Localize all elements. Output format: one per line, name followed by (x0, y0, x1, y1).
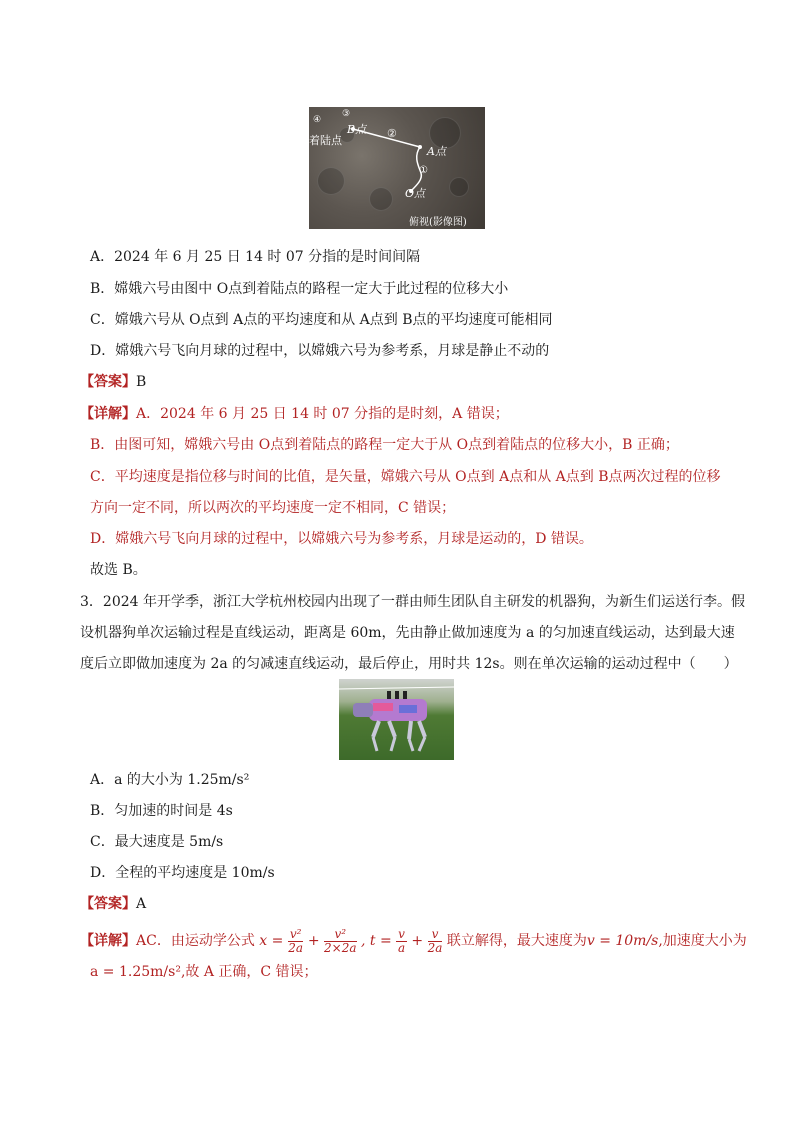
q2-option-b: B．嫦娥六号由图中 O点到着陆点的路程一定大于此过程的位移大小 (90, 281, 509, 297)
label-O: O点 (405, 187, 426, 200)
q2-detail-line-1 (80, 404, 509, 424)
label-n1: ① (419, 165, 428, 176)
figure-caption: 俯视(影像图) (409, 217, 467, 228)
q2-conclusion: 故选 B。 (90, 562, 147, 578)
fraction-v-over-a: $\frac{v}{a}$ (397, 926, 406, 955)
q3-detail-line-2: a = 1.25m/s²,故 A 正确，C 错误； (90, 964, 318, 980)
detail-tag: 【详解】 (80, 406, 136, 422)
q2-detail-line-2: B．由图可知，嫦娥六号由 O点到着陆点的路程一定大于从 O点到着陆点的位移大小，B 正确； (90, 437, 679, 453)
formula-t-eq: , t = (360, 933, 392, 949)
label-A: A点 (427, 145, 446, 158)
label-landing-point: 着陆点 (309, 134, 342, 147)
moon-landing-figure (309, 107, 485, 229)
label-B: B点 (347, 123, 367, 136)
q2-option-c: C．嫦娥六号从 O点到 A点的平均速度和从 A点到 B点的平均速度可能相同 (90, 312, 553, 328)
trajectory-path (309, 107, 485, 229)
q3-option-b: B．匀加速的时间是 4s (90, 803, 233, 819)
q3-detail-line-1 (80, 926, 747, 956)
answer-tag: 【答案】 (80, 374, 136, 390)
robot-dog-illustration (339, 679, 454, 760)
formula-x-eq: x = (259, 933, 284, 949)
detail-tag: 【详解】 (80, 933, 136, 949)
fraction-v2-over-4a: $\frac{\text{v²}}{2\times 2a}$ (324, 926, 357, 955)
q3-stem-line-3: 度后立即做加速度为 2a 的匀减速直线运动，最后停止，用时共 12s。则在单次运输的运动过程中（ ） (80, 656, 738, 672)
q2-detail-line-3: C．平均速度是指位移与时间的比值，是矢量，嫦娥六号从 O点到 A点和从 A点到 B点两次过程的位移 (90, 469, 721, 485)
fraction-v-over-2a: $\frac{v}{2a}$ (427, 926, 443, 955)
vmax-value: v = 10m/s (586, 933, 659, 949)
answer-value: B (136, 374, 147, 390)
q2-option-d: D．嫦娥六号飞向月球的过程中，以嫦娥六号为参考系，月球是静止不动的 (90, 343, 550, 359)
label-n3: ③ (342, 109, 351, 119)
answer-tag: 【答案】 (80, 896, 136, 912)
detail-mid: 联立解得，最大速度为 (446, 933, 587, 949)
formula-plus-2: + (411, 933, 424, 949)
q3-stem-line-1: 3．2024 年开学季，浙江大学杭州校园内出现了一群由师生团队自主研发的机器狗，为新生们运送行李。假 (80, 594, 745, 610)
q2-option-a: A．2024 年 6 月 25 日 14 时 07 分指的是时间间隔 (90, 249, 421, 265)
q3-answer (80, 894, 146, 914)
fraction-v2-over-2a: $\frac{\text{v²}}{2a}$ (288, 926, 303, 955)
label-n4: ④ (313, 115, 322, 125)
q3-stem-line-2: 设机器狗单次运输过程是直线运动，距离是 60m，先由静止做加速度为 a 的匀加速直线运动，达到最大速 (80, 625, 735, 641)
answer-value: A (136, 896, 147, 912)
q2-detail-line-5: D．嫦娥六号飞向月球的过程中，以嫦娥六号为参考系，月球是运动的，D 错误。 (90, 531, 593, 547)
label-n2: ② (387, 127, 397, 140)
q3-option-a: A．a 的大小为 1.25m/s² (90, 772, 250, 788)
robot-dog-photo (339, 679, 454, 760)
q2-answer (80, 372, 146, 392)
detail-intro: AC．由运动学公式 (136, 933, 255, 949)
detail-mid2: ,加速度大小为 (658, 933, 747, 949)
detail-text: A．2024 年 6 月 25 日 14 时 07 分指的是时刻，A 错误； (136, 406, 509, 422)
q3-option-d: D．全程的平均速度是 10m/s (90, 865, 275, 881)
q2-detail-line-4: 方向一定不同，所以两次的平均速度一定不相同，C 错误； (90, 500, 456, 516)
q3-option-c: C．最大速度是 5m/s (90, 834, 224, 850)
formula-plus: + (307, 933, 320, 949)
